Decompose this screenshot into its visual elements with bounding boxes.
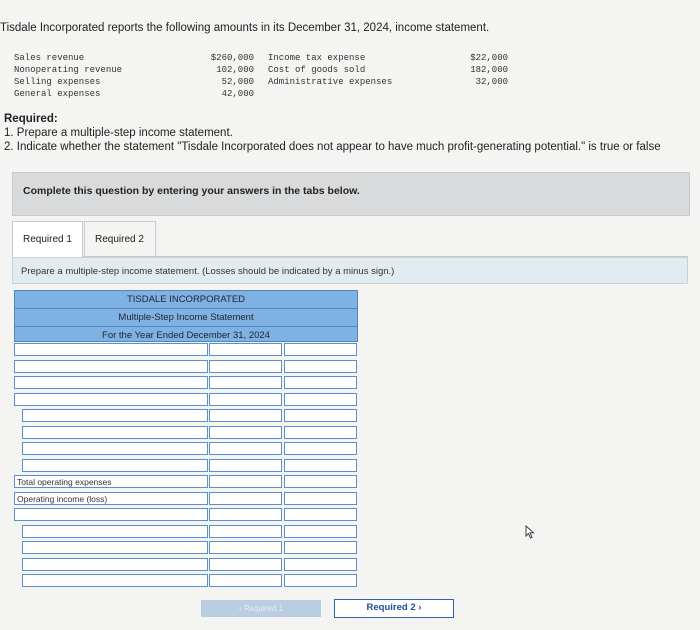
amount-input[interactable]: [209, 360, 282, 373]
tab-label: Required 2: [95, 234, 144, 245]
table-row: [14, 342, 358, 359]
label-input[interactable]: [14, 508, 208, 521]
statement-grid: [14, 342, 358, 590]
amount-input[interactable]: [209, 409, 282, 422]
amount-input[interactable]: [209, 426, 282, 439]
label-input[interactable]: [22, 459, 208, 472]
amount-input[interactable]: [284, 376, 357, 389]
required-item-2: 2. Indicate whether the statement "Tisdale Incorporated does not appear to have much profit-generating potential." is true or false: [4, 141, 661, 153]
next-button-label: Required 2: [366, 602, 416, 613]
amount-input[interactable]: [284, 409, 357, 422]
instruction-text: Complete this question by entering your answers in the tabs below.: [23, 185, 360, 197]
label-input[interactable]: [22, 541, 208, 554]
amount-value: 52,000: [221, 77, 254, 87]
amount-input[interactable]: [284, 360, 357, 373]
label-input[interactable]: [22, 442, 208, 455]
amount-label: Selling expenses: [14, 77, 101, 87]
table-row: [14, 425, 358, 442]
mouse-cursor-icon: [525, 525, 535, 539]
amount-label: Income tax expense: [268, 53, 366, 63]
amount-input[interactable]: [284, 541, 357, 554]
amount-input[interactable]: [284, 558, 357, 571]
statement-header: [14, 290, 358, 342]
amount-label: Sales revenue: [14, 53, 85, 63]
amount-input[interactable]: [209, 541, 282, 554]
amount-input[interactable]: [209, 558, 282, 571]
prompt-banner: [12, 257, 688, 284]
label-input[interactable]: [22, 525, 208, 538]
prev-button-label: Required 1: [243, 604, 284, 613]
amount-input[interactable]: [284, 442, 357, 455]
amount-input[interactable]: [284, 492, 357, 505]
table-row: [14, 524, 358, 541]
amount-value: 182,000: [470, 65, 508, 75]
amount-label: General expenses: [14, 89, 101, 99]
amount-label: Nonoperating revenue: [14, 65, 123, 75]
table-row: [14, 474, 358, 491]
label-input[interactable]: [22, 409, 208, 422]
table-row: [14, 491, 358, 508]
chevron-left-icon: ‹: [238, 604, 242, 613]
table-row: [14, 441, 358, 458]
tab-required-2[interactable]: [84, 221, 156, 257]
amount-input[interactable]: [284, 426, 357, 439]
prev-required-button[interactable]: [201, 600, 321, 617]
instruction-banner: [12, 172, 690, 216]
required-heading: Required:: [4, 113, 58, 125]
label-input[interactable]: [14, 376, 208, 389]
amount-labels-left: [14, 52, 122, 100]
amount-values-left: [196, 52, 254, 100]
tab-required-1[interactable]: [12, 221, 83, 257]
amount-values-right: [452, 52, 508, 88]
amount-input[interactable]: [209, 343, 282, 356]
amount-input[interactable]: [209, 508, 282, 521]
next-required-button[interactable]: [334, 599, 454, 618]
table-row: [14, 573, 358, 590]
total-operating-expenses-label: Total operating expenses: [14, 475, 208, 488]
label-input[interactable]: [14, 393, 208, 406]
amount-input[interactable]: [209, 393, 282, 406]
amount-value: 32,000: [475, 77, 508, 87]
label-input[interactable]: [14, 360, 208, 373]
amount-label: Administrative expenses: [268, 77, 393, 87]
amount-input[interactable]: [284, 508, 357, 521]
amount-input[interactable]: [209, 459, 282, 472]
label-input[interactable]: [22, 558, 208, 571]
amount-input[interactable]: [209, 574, 282, 587]
amount-value: 102,000: [216, 65, 254, 75]
amount-input[interactable]: [209, 475, 282, 488]
table-row: [14, 507, 358, 524]
table-row: [14, 392, 358, 409]
amount-input[interactable]: [284, 393, 357, 406]
required-item-1: 1. Prepare a multiple-step income statement.: [4, 127, 233, 139]
amount-input[interactable]: [209, 442, 282, 455]
table-row: [14, 458, 358, 475]
amount-value: $260,000: [210, 53, 254, 63]
amount-input[interactable]: [284, 574, 357, 587]
amount-input[interactable]: [284, 525, 357, 538]
amount-label: Cost of goods sold: [268, 65, 366, 75]
amount-labels-right: [268, 52, 392, 88]
amount-input[interactable]: [284, 475, 357, 488]
amount-value: 42,000: [221, 89, 254, 99]
table-row: [14, 408, 358, 425]
company-name: TISDALE INCORPORATED: [126, 294, 246, 305]
amount-input[interactable]: [209, 492, 282, 505]
chevron-right-icon: ›: [418, 602, 422, 613]
amount-input[interactable]: [284, 459, 357, 472]
statement-title: Multiple-Step Income Statement: [15, 308, 357, 326]
prompt-text: Prepare a multiple-step income statement. (Losses should be indicated by a minus sign.): [21, 266, 395, 277]
label-input[interactable]: [14, 343, 208, 356]
amount-input[interactable]: [209, 525, 282, 538]
problem-intro: Tisdale Incorporated reports the following amounts in its December 31, 2024, income statement.: [0, 22, 490, 34]
table-row: [14, 540, 358, 557]
amount-input[interactable]: [209, 376, 282, 389]
label-input[interactable]: [22, 574, 208, 587]
operating-income-label: Operating income (loss): [14, 492, 208, 505]
amount-value: $22,000: [470, 53, 508, 63]
amount-input[interactable]: [284, 343, 357, 356]
table-row: [14, 557, 358, 574]
statement-period: For the Year Ended December 31, 2024: [15, 326, 357, 344]
table-row: [14, 359, 358, 376]
tab-label: Required 1: [23, 234, 72, 245]
label-input[interactable]: [22, 426, 208, 439]
table-row: [14, 375, 358, 392]
